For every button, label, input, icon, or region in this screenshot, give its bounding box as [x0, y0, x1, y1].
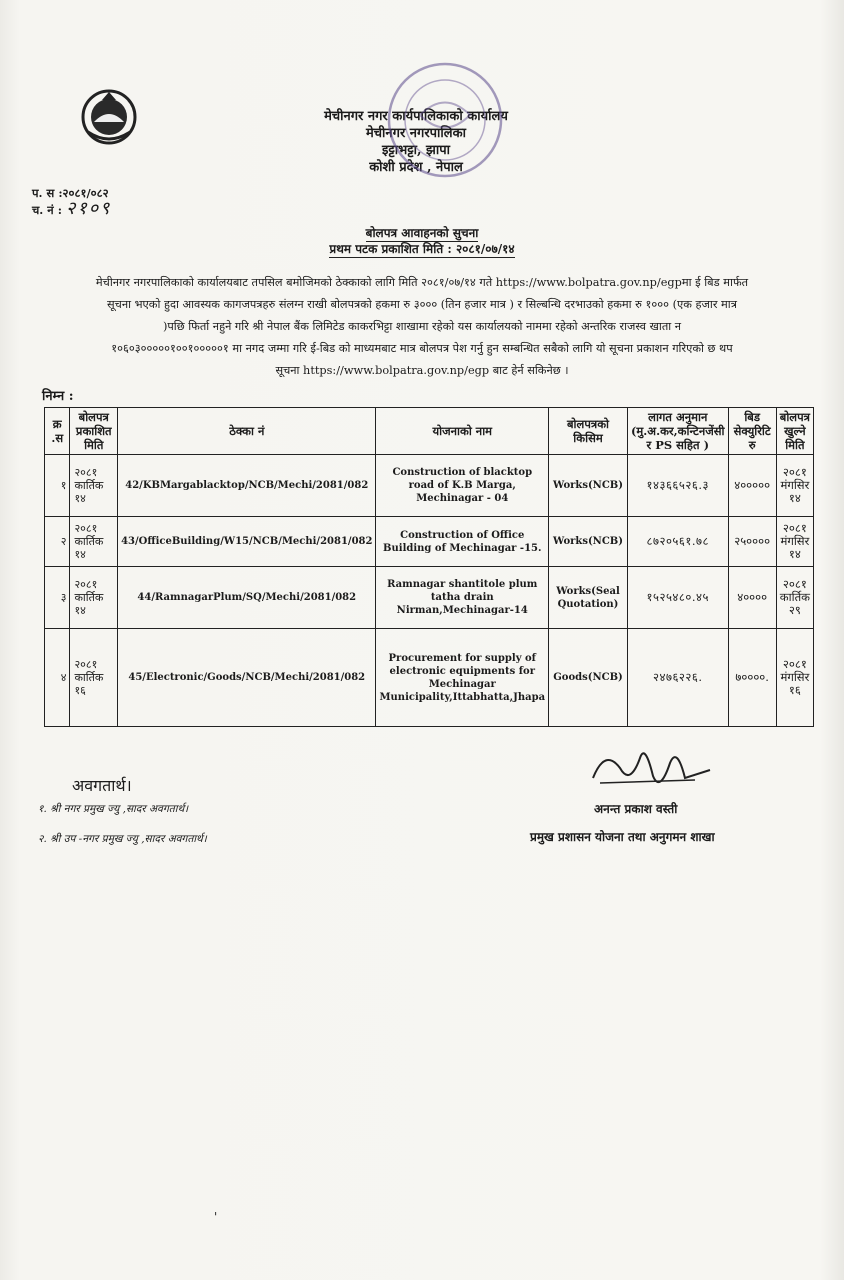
table-row — [45, 455, 814, 517]
notice-body-line-4: १०६०३०००००१००१०००००१ मा नगद जम्मा गरि ई-बिड को माध्यमबाट मात्र बोलपत्र पेश गर्नु हुन सम्बन्धित सबैको लागि यो सूचना प्रकाशन गरिएको छ थप — [111, 342, 733, 355]
header-bid-security: बिड सेक्युरिटि रु — [728, 408, 776, 455]
header-opening-date: बोलपत्र खुल्ने मिति — [776, 408, 813, 455]
header-estimate: लागत अनुमान (मु.अ.कर,कन्टिनजेंसी र PS सहित ) — [627, 408, 728, 455]
cell-type: Works(Seal Quotation) — [549, 567, 628, 629]
cell-sn: १ — [45, 455, 70, 517]
header-sn: क्र .स — [45, 408, 70, 455]
cell-contract-no: 42/KBMargablacktop/NCB/Mechi/2081/082 — [118, 455, 376, 517]
notice-body-line-3: )पछि फिर्ता नहुने गरि श्री नेपाल बैंक लिमिटेड काकरभिट्टा शाखामा रहेको यस कार्यालयको नाममा रहेको अन्तरिक राजस्व खाता न — [162, 320, 682, 333]
table-row — [45, 629, 814, 727]
reference-cn-value: २१०९ — [65, 198, 112, 219]
cell-sn: २ — [45, 517, 70, 567]
office-stamp-seal — [380, 55, 510, 185]
cell-project: Construction of Office Building of Mechinagar -15. — [376, 517, 549, 567]
cell-pub-date: २०८१ कार्तिक १४ — [70, 455, 118, 517]
cell-sn: ३ — [45, 567, 70, 629]
cell-estimate: १५२५४८०.४५ — [627, 567, 728, 629]
header-line-4: कोशी प्रदेश , नेपाल — [369, 160, 463, 175]
cell-type: Goods(NCB) — [549, 629, 628, 727]
table-row — [45, 567, 814, 629]
header-line-1: मेचीनगर नगर कार्यपालिकाको कार्यालय — [324, 109, 508, 124]
cell-opening-date: २०८१ मंगसिर १४ — [776, 517, 813, 567]
cell-type: Works(NCB) — [549, 455, 628, 517]
cell-bid-security: ४००००० — [728, 455, 776, 517]
cell-project: Ramnagar shantitole plum tatha drain Nirman,Mechinagar-14 — [376, 567, 549, 629]
cell-bid-security: २५०००० — [728, 517, 776, 567]
cell-estimate: ८७२०५६१.७८ — [627, 517, 728, 567]
cell-estimate: २४७६२२६. — [627, 629, 728, 727]
header-type: बोलपत्रको किसिम — [549, 408, 628, 455]
cc-line-1: १. श्री नगर प्रमुख ज्यु ,सादर अवगतार्थ। — [38, 803, 189, 815]
cell-opening-date: २०८१ मंगसिर १६ — [776, 629, 813, 727]
cell-contract-no: 44/RamnagarPlum/SQ/Mechi/2081/082 — [118, 567, 376, 629]
cell-estimate: १४३६६५२६.३ — [627, 455, 728, 517]
reference-cn-label: च. नं : — [32, 203, 62, 217]
cell-contract-no: 43/OfficeBuilding/W15/NCB/Mechi/2081/082 — [118, 517, 376, 567]
notice-body-line-2: सूचना भएको हुदा आवस्यक कागजपत्रहरु संलग्न राखी बोलपत्रको हकमा रु ३००० (तिन हजार मात्र ) र सिल्बन्धि दरभाउको हकमा रु १००० (एक हजार मात्र — [107, 298, 737, 311]
header-contract-no: ठेक्का नं — [118, 408, 376, 455]
cell-sn: ४ — [45, 629, 70, 727]
cell-pub-date: २०८१ कार्तिक १६ — [70, 629, 118, 727]
cell-opening-date: २०८१ मंगसिर १४ — [776, 455, 813, 517]
header-line-2: मेचीनगर नगरपालिका — [366, 126, 466, 141]
cc-line-2: २. श्री उप -नगर प्रमुख ज्यु ,सादर अवगतार्थ। — [38, 833, 207, 845]
table-label: निम्न : — [42, 389, 74, 404]
cell-contract-no: 45/Electronic/Goods/NCB/Mechi/2081/082 — [118, 629, 376, 727]
reference-block — [32, 186, 111, 218]
table-row — [45, 517, 814, 567]
notice-body-line-1: मेचीनगर नगरपालिकाको कार्यालयबाट तपसिल बमोजिमको ठेक्काको लागि मिति २०८१/०७/१४ गते https://www.bolpatra.gov.np/egpमा ई बिड मार्फत — [95, 276, 749, 289]
acknowledgement-label: अवगतार्थ। — [72, 776, 132, 795]
notice-body-line-5: सूचना https://www.bolpatra.gov.np/egp बाट हेर्न सकिनेछ । — [275, 364, 569, 377]
cell-project: Procurement for supply of electronic equipments for Mechinagar Municipality,Ittabhatta,Jhapa — [376, 629, 549, 727]
cell-bid-security: ७००००. — [728, 629, 776, 727]
header-project: योजनाको नाम — [376, 408, 549, 455]
government-emblem-icon — [80, 88, 138, 146]
reference-ps: प. स :२०८१/०८२ — [32, 186, 109, 200]
signatory-name: अनन्त प्रकाश वस्ती — [594, 802, 678, 816]
cell-project: Construction of blacktop road of K.B Marga, Mechinagar - 04 — [376, 455, 549, 517]
stray-mark: ' — [214, 1210, 218, 1224]
tender-table — [44, 407, 814, 727]
header-line-3: इट्टाभट्टा, झापा — [382, 143, 450, 158]
cell-pub-date: २०८१ कार्तिक १४ — [70, 567, 118, 629]
cell-opening-date: २०८१ कार्तिक २९ — [776, 567, 813, 629]
cell-pub-date: २०८१ कार्तिक १४ — [70, 517, 118, 567]
table-header-row — [45, 408, 814, 455]
notice-subtitle: प्रथम पटक प्रकाशित मिति : २०८१/०७/१४ — [329, 242, 515, 256]
signatory-post: प्रमुख प्रशासन योजना तथा अनुगमन शाखा — [530, 830, 715, 844]
header-pub-date: बोलपत्र प्रकाशित मिति — [70, 408, 118, 455]
handwritten-signature — [585, 738, 715, 798]
cell-type: Works(NCB) — [549, 517, 628, 567]
notice-title: बोलपत्र आवाहनको सुचना — [365, 226, 479, 240]
notice-body — [22, 272, 822, 382]
cell-bid-security: ४०००० — [728, 567, 776, 629]
